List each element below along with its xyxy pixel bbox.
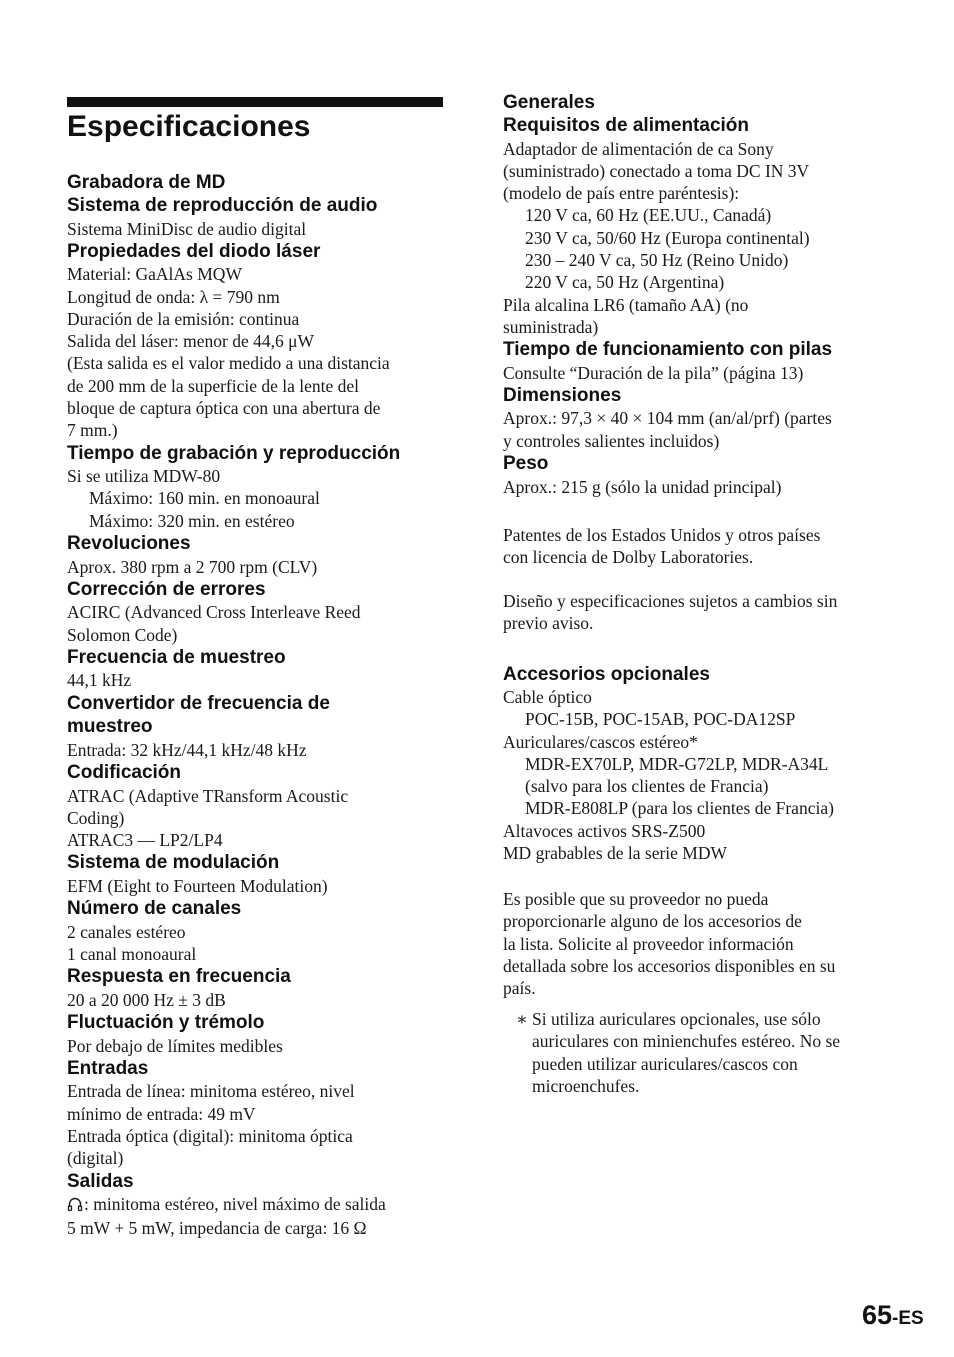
coding-label: Codificación <box>67 762 182 784</box>
patents-paragraph: Patentes de los Estados Unidos y otros países con licencia de Dolby Laboratories. <box>503 525 821 568</box>
channels-value: 2 canales estéreo 1 canal monoaural <box>67 921 197 965</box>
wow-flutter-label: Fluctuación y trémolo <box>67 1012 265 1034</box>
accessories-heading: Accesorios opcionales <box>503 664 710 685</box>
page-title: Especificaciones <box>67 110 311 143</box>
outputs-value: : minitoma estéreo, nivel máximo de salida 5 mW + 5 mW, impedancia de carga: 16 Ω <box>67 1194 386 1239</box>
converter-value: Entrada: 32 kHz/44,1 kHz/48 kHz <box>67 739 307 760</box>
headphones-icon <box>67 1195 83 1217</box>
design-paragraph: Diseño y especificaciones sujetos a cambios sin previo aviso. <box>503 591 838 634</box>
frequency-response-label: Respuesta en frecuencia <box>67 966 291 988</box>
modulation-label: Sistema de modulación <box>67 852 280 874</box>
general-section <box>503 91 888 498</box>
power-label: Requisitos de alimentación <box>503 115 749 136</box>
revolutions-value: Aprox. 380 rpm a 2 700 rpm (CLV) <box>67 556 318 577</box>
page-number: 65-ES <box>862 1300 924 1330</box>
revolutions-label: Revoluciones <box>67 533 191 555</box>
frequency-response-value: 20 a 20 000 Hz ± 3 dB <box>67 989 226 1010</box>
power-value: Adaptador de alimentación de ca Sony (suministrado) conectado a toma DC IN 3V (modelo de país entre paréntesis): 120 V ca, 60 Hz (EE.UU., Canadá) 230 V ca, 50/60 Hz (Europa continental) 230 – 240 V ca, 50 Hz (Reino Unido) 220 V ca, 50 Hz (Argentina) Pila alcalina LR6 (tamaño AA) (no suministrada) <box>503 138 810 337</box>
inputs-value: Entrada de línea: minitoma estéreo, nivel mínimo de entrada: 49 mV Entrada óptica (digital): minitoma óptica (digital) <box>67 1081 355 1169</box>
battery-time-label: Tiempo de funcionamiento con pilas <box>503 339 833 361</box>
error-correction-label: Corrección de errores <box>67 578 266 600</box>
general-heading: Generales <box>503 92 595 113</box>
coding-value: ATRAC (Adaptive TRansform Acoustic Coding) ATRAC3 — LP2/LP4 <box>67 785 349 851</box>
title-rule <box>67 97 443 107</box>
converter-label-line1: Convertidor de frecuencia de <box>67 692 330 714</box>
weight-label: Peso <box>503 453 549 475</box>
footnote-asterisk: ∗ <box>516 1009 528 1029</box>
sampling-label: Frecuencia de muestreo <box>67 646 286 668</box>
sampling-value: 44,1 kHz <box>67 670 132 691</box>
converter-label-line2: muestreo <box>67 716 153 738</box>
inputs-label: Entradas <box>67 1057 149 1079</box>
dealer-paragraph: Es posible que su proveedor no pueda proporcionarle alguno de los accesorios de la lista. Solicite al proveedor información detallada sobre los accesorios disponibles en su país. <box>503 889 836 999</box>
recorder-section <box>67 171 445 1240</box>
rec-time-label: Tiempo de grabación y reproducción <box>67 442 401 464</box>
battery-time-value: Consulte “Duración de la pila” (página 13) <box>503 362 804 383</box>
weight-value: Aprox.: 215 g (sólo la unidad principal) <box>503 476 782 497</box>
error-correction-value: ACIRC (Advanced Cross Interleave Reed Solomon Code) <box>67 602 361 645</box>
dimensions-label: Dimensiones <box>503 384 622 406</box>
footnote: ∗ Si utiliza auriculares opcionales, use sólo auriculares con minienchufes estéreo. No se pueden utilizar auriculares/cascos con microenchufes. <box>516 1009 841 1096</box>
channels-label: Número de canales <box>67 898 242 920</box>
wow-flutter-value: Por debajo de límites medibles <box>67 1035 283 1056</box>
recorder-heading: Grabadora de MD <box>67 172 226 193</box>
dimensions-value: Aprox.: 97,3 × 40 × 104 mm (an/al/prf) (partes y controles salientes incluidos) <box>503 408 832 451</box>
laser-value: Material: GaAlAs MQW Longitud de onda: λ = 790 nm Duración de la emisión: continua Salida del láser: menor de 44,6 μW (Esta salida es el valor medido a una distancia de 200 mm de la superficie de la lente del bloque de captura óptica con una abertura de 7 mm.) <box>67 264 390 441</box>
laser-label: Propiedades del diodo láser <box>67 240 321 262</box>
outputs-label: Salidas <box>67 1170 134 1192</box>
rec-time-value: Si se utiliza MDW-80 Máximo: 160 min. en monoaural Máximo: 320 min. en estéreo <box>67 466 320 531</box>
modulation-value: EFM (Eight to Fourteen Modulation) <box>67 875 328 896</box>
accessories-list: Cable óptico POC-15B, POC-15AB, POC-DA12SP Auriculares/cascos estéreo* MDR-EX70LP, MDR-G72LP, MDR-A34L (salvo para los clientes de Francia) MDR-E808LP (para los clientes de Francia) Altavoces activos SRS-Z500 MD grabables de la serie MDW <box>503 687 834 864</box>
accessories-section <box>503 663 888 864</box>
audio-system-value: Sistema MiniDisc de audio digital <box>67 218 307 239</box>
audio-system-label: Sistema de reproducción de audio <box>67 195 378 216</box>
